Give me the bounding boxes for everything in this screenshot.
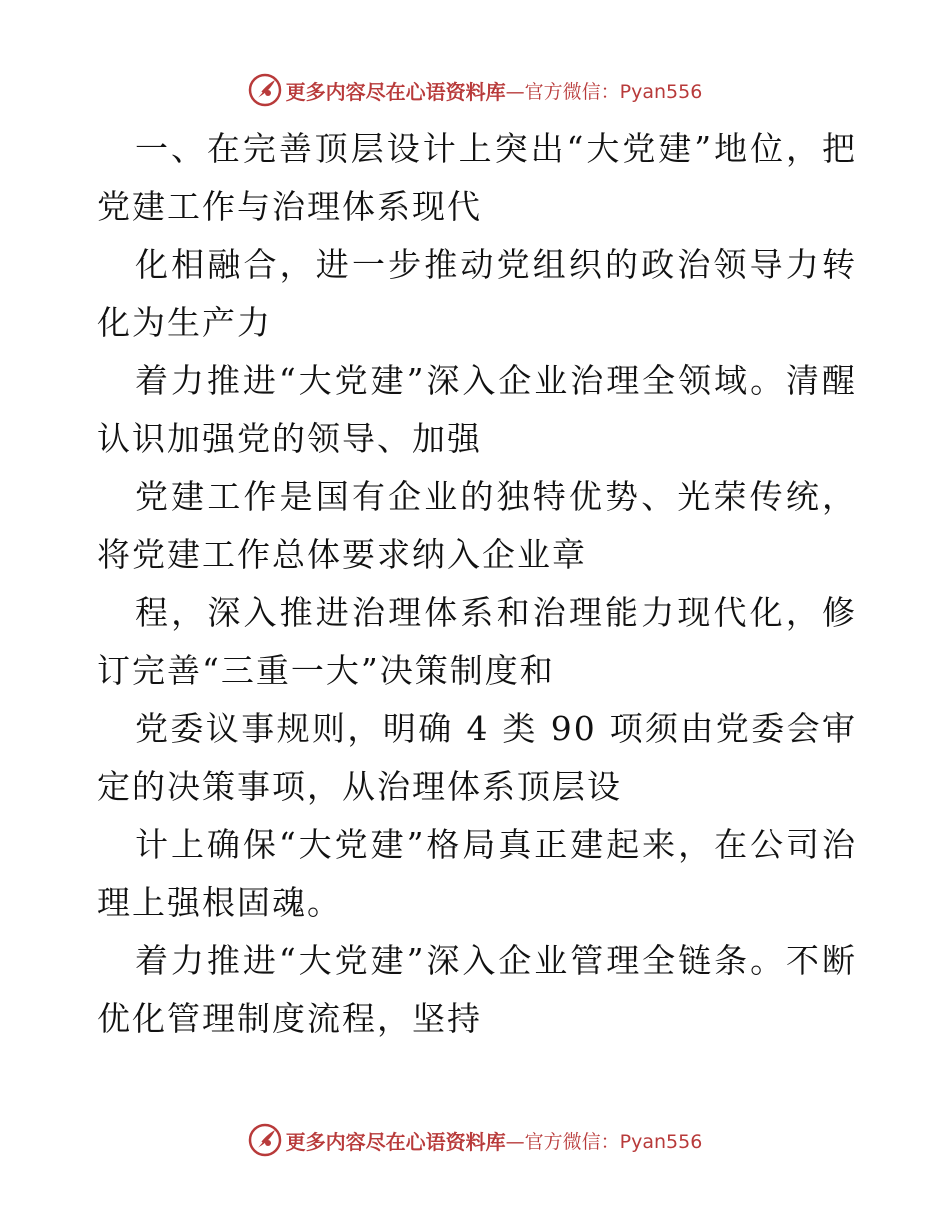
- paragraph: 化相融合，进一步推动党组织的政治领导力转化为生产力: [97, 245, 857, 342]
- header-banner: [0, 70, 950, 110]
- quill-pen-logo-icon: [248, 1123, 282, 1157]
- paragraph: 党委议事规则，明确 4 类 90 项须由党委会审定的决策事项，从治理体系顶层设: [97, 709, 857, 806]
- quill-pen-logo-icon: [248, 73, 282, 107]
- paragraph: 党建工作是国有企业的独特优势、光荣传统，将党建工作总体要求纳入企业章: [97, 477, 857, 574]
- paragraph: 计上确保“大党建”格局真正建起来，在公司治理上强根固魂。: [97, 825, 857, 922]
- document-body: [97, 120, 857, 1048]
- banner-title: 更多内容尽在心语资料库: [285, 1129, 506, 1154]
- paragraph: 一、在完善顶层设计上突出“大党建”地位，把党建工作与治理体系现代: [97, 129, 857, 226]
- banner-wechat: —官方微信：Pyan556: [505, 80, 703, 103]
- banner-title: 更多内容尽在心语资料库: [285, 79, 506, 104]
- paragraph: 着力推进“大党建”深入企业管理全链条。不断优化管理制度流程，坚持: [97, 941, 857, 1038]
- paragraph: 着力推进“大党建”深入企业治理全领域。清醒认识加强党的领导、加强: [97, 361, 857, 458]
- footer-banner: [0, 1120, 950, 1160]
- banner-wechat: —官方微信：Pyan556: [505, 1130, 703, 1153]
- paragraph: 程，深入推进治理体系和治理能力现代化，修订完善“三重一大”决策制度和: [97, 593, 857, 690]
